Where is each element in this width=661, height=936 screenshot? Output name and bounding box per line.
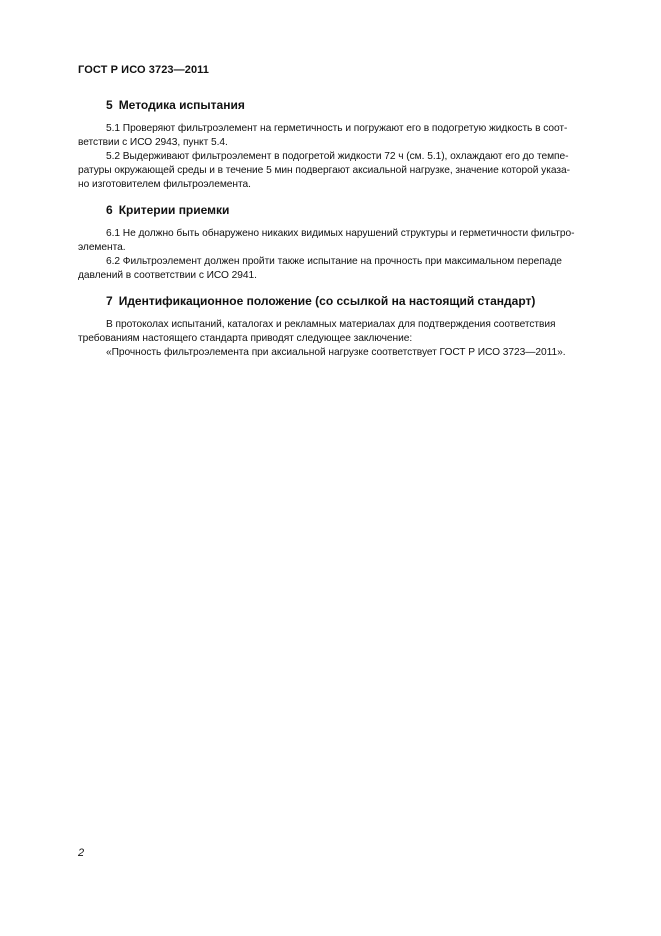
section-heading	[78, 98, 616, 113]
section-number: 7	[106, 294, 113, 308]
paragraph-line: ратуры окружающей среды и в течение 5 мин подвергают аксиальной нагрузке, значение которой указа-	[78, 165, 570, 176]
page-number: 2	[78, 847, 85, 859]
document-code-header: ГОСТ Р ИСО 3723—2011	[78, 64, 210, 76]
paragraph-6-2	[78, 255, 616, 283]
section-number: 6	[106, 203, 113, 217]
section-title: Идентификационное положение (со ссылкой на настоящий стандарт)	[118, 294, 536, 308]
paragraph-5-2	[78, 150, 616, 192]
paragraph-line: 5.2 Выдерживают фильтроэлемент в подогретой жидкости 72 ч (см. 5.1), охлаждают его до темпе-	[106, 151, 569, 162]
paragraph-7-2	[78, 346, 616, 360]
paragraph-line: давлений в соответствии с ИСО 2941.	[78, 270, 257, 281]
paragraph-line: «Прочность фильтроэлемента при аксиальной нагрузке соответствует ГОСТ Р ИСО 3723—2011».	[106, 347, 566, 358]
paragraph-line: В протоколах испытаний, каталогах и рекламных материалах для подтверждения соответствия	[106, 319, 556, 330]
paragraph-line: 6.1 Не должно быть обнаружено никаких видимых нарушений структуры и герметичности фильтро-	[106, 228, 575, 239]
section-7	[78, 294, 616, 360]
section-title: Методика испытания	[118, 98, 245, 112]
paragraph-line: требованиям настоящего стандарта приводят следующее заключение:	[78, 333, 413, 344]
paragraph-line: элемента.	[78, 242, 126, 253]
paragraph-line: 6.2 Фильтроэлемент должен пройти также испытание на прочность при максимальном перепаде	[106, 256, 562, 267]
section-heading	[78, 203, 616, 218]
section-5	[78, 98, 616, 192]
paragraph-line: но изготовителем фильтроэлемента.	[78, 179, 251, 190]
section-heading	[78, 294, 616, 309]
paragraph-5-1	[78, 122, 616, 150]
paragraph-line: ветствии с ИСО 2943, пункт 5.4.	[78, 137, 228, 148]
paragraph-line: 5.1 Проверяют фильтроэлемент на герметичность и погружают его в подогретую жидкость в соот-	[106, 123, 568, 134]
section-6	[78, 203, 616, 283]
section-number: 5	[106, 98, 113, 112]
paragraph-7-1	[78, 318, 616, 346]
section-title: Критерии приемки	[118, 203, 230, 217]
paragraph-6-1	[78, 227, 616, 255]
